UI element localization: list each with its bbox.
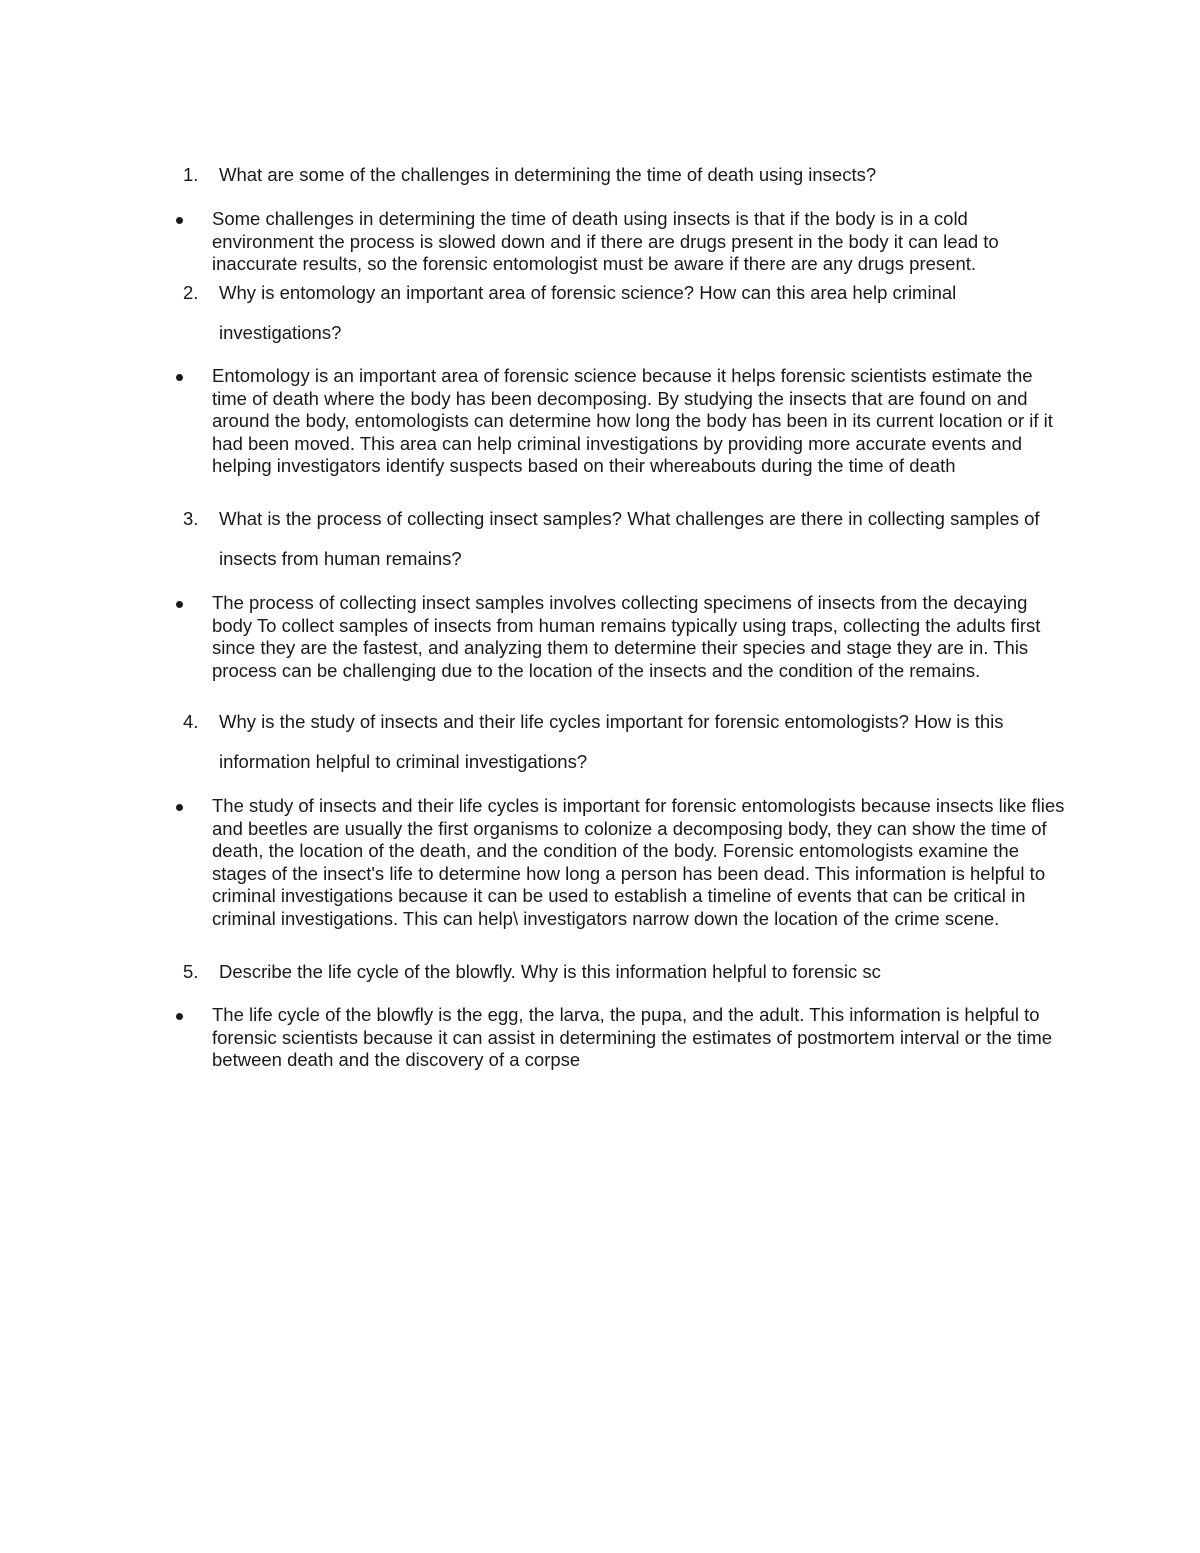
question-text: What are some of the challenges in determining the time of death using insects? [219, 164, 877, 185]
question-number: 1. [183, 164, 199, 185]
question-text: Describe the life cycle of the blowfly. Why is this information helpful to forensic sc [219, 961, 881, 982]
answer-1 [176, 208, 1066, 276]
bullet-icon [176, 601, 183, 608]
question-number: 5. [183, 961, 199, 982]
question-1 [183, 155, 1063, 195]
question-text: Why is entomology an important area of forensic science? How can this area help criminal investigations? [219, 282, 957, 343]
answer-text: The study of insects and their life cycles is important for forensic entomologists because insects like flies and beetles are usually the first organisms to colonize a decomposing body, they can show the time of death, the location of the death, and the condition of the body. Forensic entomologists examine the stages of the insect's life to determine how long a person has been dead. This information is helpful to criminal investigations because it can be used to establish a timeline of events that can be critical in criminal investigations. This can help\ investigators narrow down the location of the crime scene. [212, 795, 1065, 929]
question-text: What is the process of collecting insect samples? What challenges are there in collecting samples of insects from human remains? [219, 508, 1040, 569]
answer-5 [176, 1004, 1066, 1072]
question-2 [183, 273, 1063, 353]
answer-text: Some challenges in determining the time of death using insects is that if the body is in a cold environment the process is slowed down and if there are drugs present in the body it can lead to inaccurate results, so the forensic entomologist must be aware if there are any drugs present. [212, 208, 999, 274]
question-number: 4. [183, 711, 199, 732]
question-4 [183, 702, 1063, 782]
question-text: Why is the study of insects and their life cycles important for forensic entomologists? How is this information helpful to criminal investigations? [219, 711, 1004, 772]
bullet-icon [176, 804, 183, 811]
bullet-icon [176, 1013, 183, 1020]
question-number: 3. [183, 508, 199, 529]
answer-3 [176, 592, 1066, 682]
answer-text: The process of collecting insect samples involves collecting specimens of insects from the decaying body To collect samples of insects from human remains typically using traps, collecting the adults first since they are the fastest, and analyzing them to determine their species and stage they are in. This process can be challenging due to the location of the insects and the condition of the remains. [212, 592, 1041, 681]
question-5 [183, 952, 1063, 992]
answer-2 [176, 365, 1066, 478]
answer-4 [176, 795, 1066, 930]
answer-text: The life cycle of the blowfly is the egg, the larva, the pupa, and the adult. This information is helpful to forensic scientists because it can assist in determining the estimates of postmortem interval or the time between death and the discovery of a corpse [212, 1004, 1053, 1070]
question-3 [183, 499, 1063, 579]
bullet-icon [176, 217, 183, 224]
bullet-icon [176, 374, 183, 381]
question-number: 2. [183, 282, 199, 303]
answer-text: Entomology is an important area of forensic science because it helps forensic scientists estimate the time of death where the body has been decomposing. By studying the insects that are found on and around the body, entomologists can determine how long the body has been in its current location or if it had been moved. This area can help criminal investigations by providing more accurate events and helping investigators identify suspects based on their whereabouts during the time of death [212, 365, 1053, 476]
